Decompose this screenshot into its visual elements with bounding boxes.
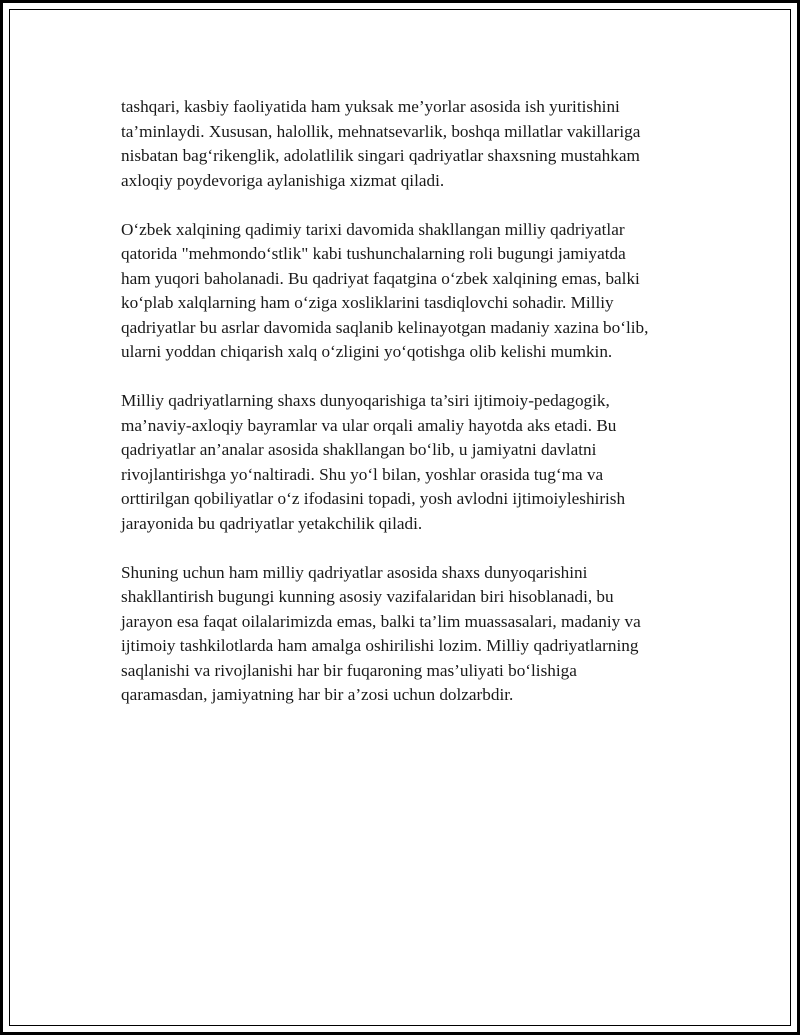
text-line: orttirilgan qobiliyatlar o‘z ifodasini topadi, yosh avlodni ijtimoiyleshirish (121, 489, 626, 508)
text-line: ularni yoddan chiqarish xalq o‘zligini yo‘qotishga olib kelishi mumkin. (121, 342, 613, 361)
paragraph-1 (121, 95, 701, 193)
text-line: Shuning uchun ham milliy qadriyatlar asosida shaxs dunyoqarishini (121, 562, 588, 582)
text-line: qadriyatlar bu asrlar davomida saqlanib kelinayotgan madaniy xazina bo‘lib, (121, 317, 649, 337)
paragraph-3 (121, 389, 701, 536)
text-line: ijtimoiy tashkilotlarda ham amalga oshirilishi lozim. Milliy qadriyatlarning (121, 636, 639, 655)
text-line: ta’minlaydi. Xususan, halollik, mehnatsevarlik, boshqa millatlar vakillariga (121, 121, 641, 141)
text-line: axloqiy poydevoriga aylanishiga xizmat qiladi. (121, 170, 445, 190)
text-line: nisbatan bag‘rikenglik, adolatlilik singari qadriyatlar shaxsning mustahkam (121, 146, 640, 165)
text-line: jarayon esa faqat oilalarimizda emas, balki ta’lim muassasalari, madaniy va (121, 611, 641, 631)
text-line: ma’naviy-axloqiy bayramlar va ular orqali amaliy hayotda aks etadi. Bu (121, 415, 617, 435)
text-line: Milliy qadriyatlarning shaxs dunyoqarishiga ta’siri ijtimoiy-pedagogik, (121, 391, 610, 410)
text-line: ham yuqori baholanadi. Bu qadriyat faqatgina o‘zbek xalqining emas, balki (121, 268, 640, 288)
text-line: jarayonida bu qadriyatlar yetakchilik qiladi. (121, 513, 423, 533)
document-body (121, 95, 701, 732)
text-line: qatorida "mehmondo‘stlik" kabi tushunchalarning roli bugungi jamiyatda (121, 244, 626, 263)
paragraph-2 (121, 218, 701, 365)
text-line: qaramasdan, jamiyatning har bir a’zosi uchun dolzarbdir. (121, 685, 514, 704)
text-line: shakllantirish bugungi kunning asosiy vazifalaridan biri hisoblanadi, bu (121, 587, 614, 606)
text-line: saqlanishi va rivojlanishi har bir fuqaroning mas’uliyati bo‘lishiga (121, 660, 577, 680)
paragraph-4 (121, 561, 701, 708)
text-line: tashqari, kasbiy faoliyatida ham yuksak me’yorlar asosida ish yuritishini (121, 97, 620, 116)
text-line: rivojlantirishga yo‘naltiradi. Shu yo‘l bilan, yoshlar orasida tug‘ma va (121, 464, 604, 484)
text-line: qadriyatlar an’analar asosida shakllangan bo‘lib, u jamiyatni davlatni (121, 440, 597, 459)
text-line: ko‘plab xalqlarning ham o‘ziga xosliklarini tasdiqlovchi sohadir. Milliy (121, 293, 614, 312)
text-line: O‘zbek xalqining qadimiy tarixi davomida shakllangan milliy qadriyatlar (121, 219, 625, 239)
